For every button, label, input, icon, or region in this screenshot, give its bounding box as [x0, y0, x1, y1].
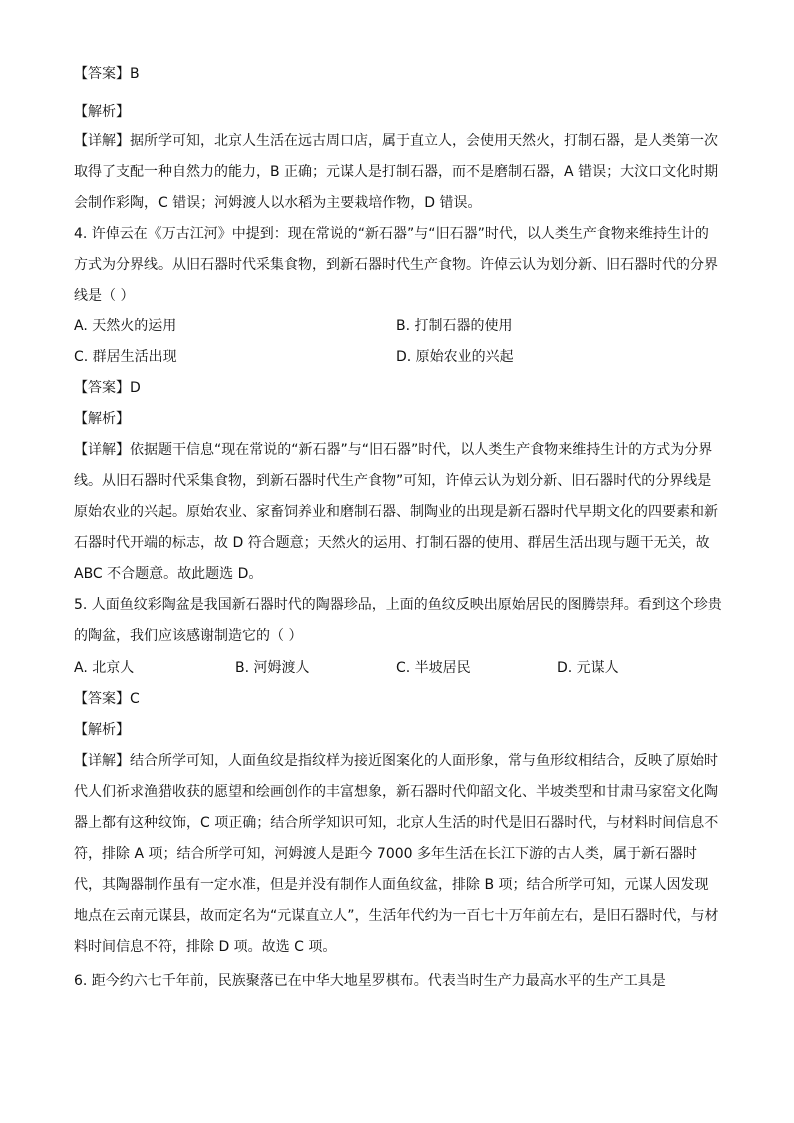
- q3-analysis-heading: 【解析】: [74, 104, 130, 120]
- q4-option-a: A. 天然火的运用: [74, 318, 177, 334]
- q4-detail: 【详解】依据题干信息“现在常说的“新石器”与“旧石器”时代，以人类生产食物来维持生计的方式为分界线。从旧石器时代采集食物，到新石器时代生产食物”可知，许倬云认为划分新、旧石器时代的分界线是原始农业的兴起。原始农业、家畜饲养业和磨制石器、制陶业的出现是新石器时代早期文化的四要素和新石器时代开端的标志，故 D 符合题意；天然火的运用、打制石器的使用、群居生活出现与题干无关，故 ABC 不合题意。故此题选 D。: [74, 442, 718, 582]
- q3-detail: 【详解】据所学可知，北京人生活在远古周口店，属于直立人，会使用天然火，打制石器，是人类第一次取得了支配一种自然力的能力，B 正确；元谋人是打制石器，而不是磨制石器，A 错误；大汶口文化时期会制作彩陶，C 错误；河姆渡人以水稻为主要栽培作物，D 错误。: [74, 133, 719, 211]
- q5-option-a: A. 北京人: [74, 660, 135, 676]
- q5-analysis-heading: 【解析】: [74, 722, 130, 738]
- q4-stem: 4. 许倬云在《万古江河》中提到：现在常说的“新石器”与“旧石器”时代，以人类生产食物来维持生计的方式为分界线。从旧石器时代采集食物，到新石器时代生产食物。许倬云认为划分新、旧石器时代的分界线是（ ）: [74, 226, 718, 304]
- q4-option-c: C. 群居生活出现: [74, 349, 177, 365]
- q5-answer: 【答案】C: [74, 691, 140, 707]
- q5-option-d: D. 元谋人: [557, 660, 619, 676]
- q4-answer: 【答案】D: [74, 380, 141, 396]
- q6-stem: 6. 距今约六七千年前，民族聚落已在中华大地星罗棋布。代表当时生产力最高水平的生产工具是: [74, 973, 666, 989]
- q4-option-d: D. 原始农业的兴起: [396, 349, 514, 365]
- q4-analysis-heading: 【解析】: [74, 411, 130, 427]
- q5-stem: 5. 人面鱼纹彩陶盆是我国新石器时代的陶器珍品，上面的鱼纹反映出原始居民的图腾崇拜。看到这个珍贵的陶盆，我们应该感谢制造它的（ ）: [74, 597, 722, 644]
- q5-detail: 【详解】结合所学可知，人面鱼纹是指纹样为接近图案化的人面形象，常与鱼形纹相结合，反映了原始时代人们祈求渔猎收获的愿望和绘画创作的丰富想象，新石器时代仰韶文化、半坡类型和甘肃马家窑文化陶器上都有这种纹饰，C 项正确；结合所学知识可知，北京人生活的时代是旧石器时代，与材料时间信息不符，排除 A 项；结合所学可知，河姆渡人是距今 7000 多年生活在长江下游的古人类，属于新石器时代，其陶器制作虽有一定水准，但是并没有制作人面鱼纹盆，排除 B 项；结合所学可知，元谋人因发现地点在云南元谋县，故而定名为“元谋直立人”，生活年代约为一百七十万年前左右，是旧石器时代，与材料时间信息不符，排除 D 项。故选 C 项。: [74, 753, 719, 955]
- q5-option-c: C. 半坡居民: [396, 660, 471, 676]
- q3-answer: 【答案】B: [74, 66, 140, 82]
- q5-option-b: B. 河姆渡人: [235, 660, 310, 676]
- q4-option-b: B. 打制石器的使用: [396, 318, 513, 334]
